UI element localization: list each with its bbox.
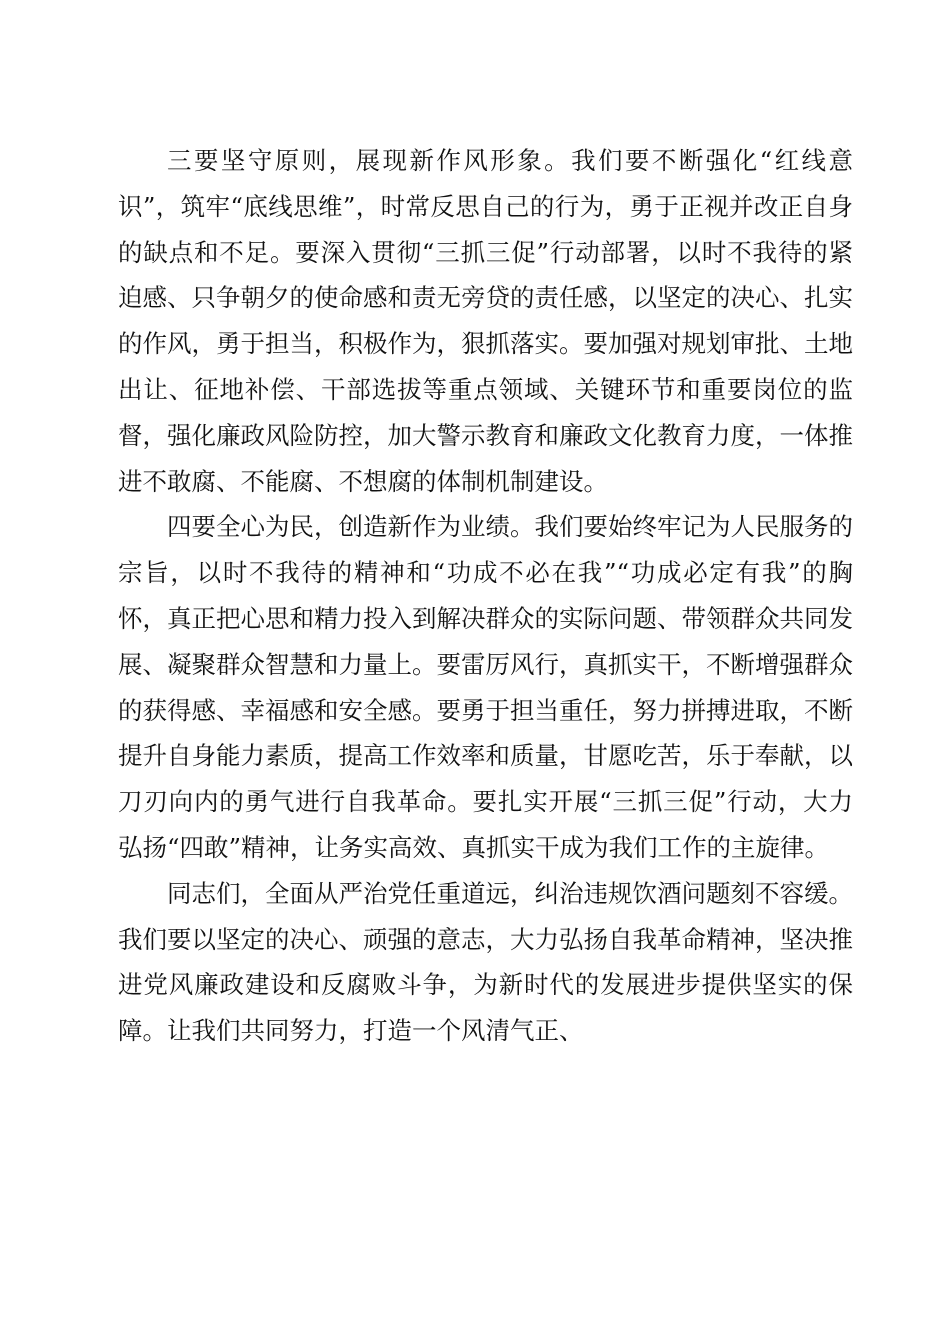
paragraph-conclusion: 同志们，全面从严治党任重道远，纠治违规饮酒问题刻不容缓。我们要以坚定的决心、顽强的意志，大力弘扬自我革命精神，坚决推进党风廉政建设和反腐败斗争，为新时代的发展进步提供坚实的保障。让我们共同努力，打造一个风清气正、 bbox=[118, 878, 853, 1046]
paragraph-serve-people: 四要全心为民，创造新作为业绩。我们要始终牢记为人民服务的宗旨，以时不我待的精神和“功成不必在我”“功成必定有我”的胸怀，真正把心思和精力投入到解决群众的实际问题、带领群众共同发展、凝聚群众智慧和力量上。要雷厉风行，真抓实干，不断增强群众的获得感、幸福感和安全感。要勇于担当重任，努力拼搏进取，不断提升自身能力素质，提高工作效率和质量，甘愿吃苦，乐于奉献，以刀刃向内的勇气进行自我革命。要扎实开展“三抓三促”行动，大力弘扬“四敢”精神，让务实高效、真抓实干成为我们工作的主旋律。 bbox=[118, 512, 853, 862]
paragraph-principles: 三要坚守原则，展现新作风形象。我们要不断强化“红线意识”，筑牢“底线思维”，时常反思自己的行为，勇于正视并改正自身的缺点和不足。要深入贯彻“三抓三促”行动部署，以时不我待的紧迫感、只争朝夕的使命感和责无旁贷的责任感，以坚定的决心、扎实的作风，勇于担当，积极作为，狠抓落实。要加强对规划审批、土地出让、征地补偿、干部选拔等重点领域、关键环节和重要岗位的监督，强化廉政风险防控，加大警示教育和廉政文化教育力度，一体推进不敢腐、不能腐、不想腐的体制机制建设。 bbox=[118, 146, 853, 496]
document-body bbox=[118, 138, 853, 1054]
